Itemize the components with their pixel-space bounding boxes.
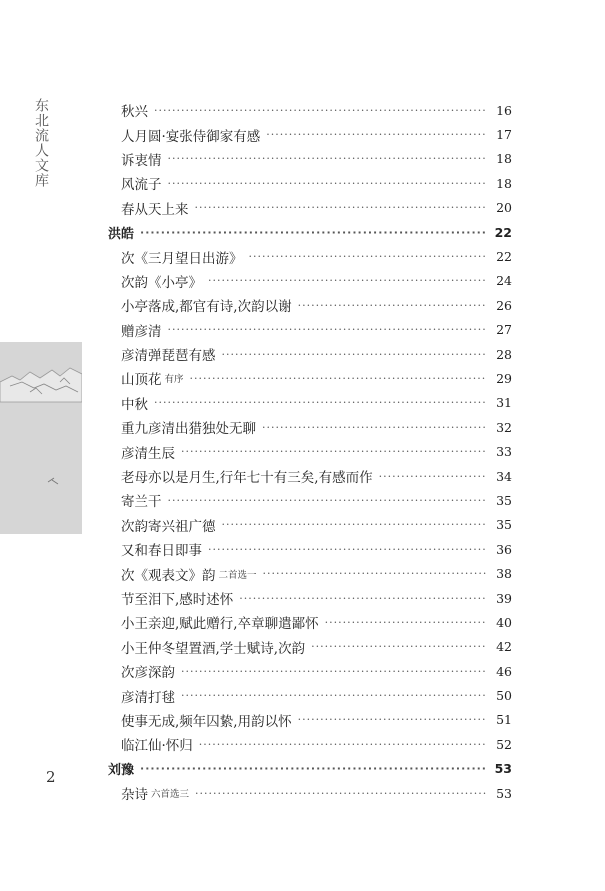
- toc-entry-title: 次韵《小亭》: [121, 274, 202, 291]
- dot-leader: [195, 201, 487, 214]
- dot-leader: [208, 274, 486, 287]
- toc-entry-title: 彦清打毬: [121, 689, 175, 706]
- dot-leader: [325, 616, 486, 629]
- toc-entry-page: 20: [496, 200, 512, 216]
- dot-leader: [263, 567, 486, 580]
- dot-leader: [222, 518, 487, 531]
- dot-leader: [181, 665, 486, 678]
- toc-entry-page: 51: [496, 712, 512, 728]
- toc-entry[interactable]: [108, 269, 512, 293]
- toc-entry[interactable]: [108, 586, 512, 610]
- toc-entry[interactable]: [108, 342, 512, 366]
- toc-entry[interactable]: [108, 781, 512, 805]
- dot-leader: [298, 713, 486, 726]
- dot-leader: [266, 128, 486, 141]
- toc-entry-page: 50: [496, 688, 512, 704]
- toc-entry-title: 小王仲冬望置酒,学士赋诗,次韵: [121, 640, 306, 657]
- toc-entry-page: 18: [496, 175, 512, 191]
- toc-entry-title: 中秋: [121, 396, 148, 413]
- toc-entry[interactable]: [108, 439, 512, 463]
- toc-entry-title: 秋兴: [121, 104, 148, 121]
- toc-entry[interactable]: [108, 635, 512, 659]
- toc-entry-title: 彦清生辰: [121, 445, 175, 462]
- toc-entry-page: 32: [496, 419, 512, 435]
- dot-leader: [298, 299, 486, 312]
- toc-entry[interactable]: [108, 122, 512, 146]
- toc-entry[interactable]: [108, 708, 512, 732]
- toc-entry[interactable]: [108, 244, 512, 268]
- toc-entry-title: 节至泪下,感时述怀: [121, 592, 234, 608]
- toc-entry[interactable]: [108, 196, 512, 220]
- toc-section-heading[interactable]: [108, 757, 512, 781]
- dot-leader: [379, 470, 486, 483]
- dot-leader: [239, 592, 486, 605]
- toc-entry-page: 36: [496, 541, 512, 557]
- dot-leader: [181, 689, 486, 702]
- toc-entry-title: 洪皓: [108, 226, 135, 242]
- toc-entry-title: 次彦深韵: [121, 665, 175, 682]
- dot-leader: [168, 177, 487, 190]
- toc-entry-page: 17: [496, 127, 512, 143]
- toc-entry[interactable]: [108, 98, 512, 122]
- toc-entry[interactable]: [108, 561, 512, 585]
- toc-entry-note: 六首选三: [151, 789, 190, 801]
- dot-leader: [140, 762, 486, 775]
- toc-entry[interactable]: [108, 537, 512, 561]
- toc-entry[interactable]: [108, 732, 512, 756]
- toc-section-heading[interactable]: [108, 220, 512, 244]
- toc-entry-title: 赠彦清: [121, 323, 162, 340]
- toc-entry-title: 小亭落成,都官有诗,次韵以谢: [121, 299, 292, 316]
- toc-entry-page: 39: [496, 590, 512, 606]
- toc-entry-page: 22: [496, 249, 512, 265]
- toc-entry-title: 风流子: [121, 177, 162, 194]
- toc-entry-title: 刘豫: [108, 763, 135, 779]
- toc-entry-title: 山顶花: [121, 372, 162, 389]
- toc-entry[interactable]: [108, 513, 512, 537]
- toc-entry-note: 二首选一: [218, 569, 257, 581]
- dot-leader: [190, 372, 486, 385]
- toc-entry-title: 老母亦以是月生,行年七十有三矣,有感而作: [121, 470, 373, 487]
- toc-entry-page: 24: [496, 273, 512, 289]
- toc-entry-page: 40: [496, 614, 512, 630]
- toc-entry[interactable]: [108, 659, 512, 683]
- toc-entry-title: 人月圆·宴张侍御家有感: [121, 128, 261, 145]
- dot-leader: [181, 445, 486, 458]
- toc-entry-page: 53: [494, 761, 512, 777]
- dot-leader: [199, 738, 486, 751]
- toc-entry[interactable]: [108, 683, 512, 707]
- dot-leader: [154, 104, 486, 117]
- toc-entry[interactable]: [108, 171, 512, 195]
- toc-entry-page: 35: [496, 517, 512, 533]
- dot-leader: [195, 787, 486, 800]
- toc-entry-title: 使事无成,频年囚絷,用韵以怀: [121, 713, 292, 730]
- toc-entry-title: 临江仙·怀归: [121, 738, 193, 755]
- toc-entry-page: 27: [496, 322, 512, 338]
- toc-entry[interactable]: [108, 147, 512, 171]
- toc-entry-page: 16: [496, 102, 512, 118]
- toc-entry-page: 18: [496, 151, 512, 167]
- dot-leader: [168, 152, 487, 165]
- toc-entry-page: 22: [494, 224, 512, 240]
- dot-leader: [208, 543, 486, 556]
- toc-entry-title: 重九彦清出猎独处无聊: [121, 421, 256, 438]
- dot-leader: [249, 250, 487, 263]
- toc-entry-title: 诉衷情: [121, 152, 162, 169]
- toc-entry-title: 寄兰干: [121, 494, 162, 511]
- dot-leader: [222, 348, 487, 361]
- dot-leader: [140, 226, 486, 239]
- toc-entry-title: 又和春日即事: [121, 543, 202, 560]
- toc-entry-page: 34: [496, 468, 512, 484]
- toc-entry-title: 小王亲迎,赋此赠行,卒章聊遣鄙怀: [121, 616, 319, 633]
- page-number: 2: [46, 768, 56, 786]
- toc-entry-page: 31: [496, 395, 512, 411]
- toc-entry[interactable]: [108, 610, 512, 634]
- dot-leader: [168, 323, 487, 336]
- toc-entry-page: 42: [496, 639, 512, 655]
- toc-entry[interactable]: [108, 366, 512, 390]
- toc-entry-page: 38: [496, 566, 512, 582]
- toc-entry-title: 杂诗: [121, 787, 148, 804]
- dot-leader: [262, 421, 486, 434]
- toc-entry-title: 春从天上来: [121, 201, 189, 218]
- toc-entry[interactable]: [108, 391, 512, 415]
- toc-entry-title: 次韵寄兴祖广德: [121, 518, 216, 535]
- dot-leader: [311, 640, 486, 653]
- series-title: 东北流人文库: [33, 98, 49, 188]
- landscape-illustration: [0, 342, 82, 534]
- dot-leader: [168, 494, 487, 507]
- toc-entry[interactable]: [108, 464, 512, 488]
- toc-entry[interactable]: [108, 488, 512, 512]
- toc-entry[interactable]: [108, 318, 512, 342]
- toc-entry-page: 33: [496, 444, 512, 460]
- toc-entry-title: 彦清弹琵琶有感: [121, 348, 216, 365]
- toc-entry-page: 46: [496, 663, 512, 679]
- toc-entry-page: 53: [496, 785, 512, 801]
- toc-entry-page: 28: [496, 346, 512, 362]
- toc-entry[interactable]: [108, 415, 512, 439]
- dot-leader: [154, 396, 486, 409]
- toc-entry-title: 次《观表文》韵: [121, 567, 216, 584]
- toc-entry-page: 52: [496, 736, 512, 752]
- toc-entry[interactable]: [108, 293, 512, 317]
- toc-entry-title: 次《三月望日出游》: [121, 250, 243, 267]
- toc-entry-page: 26: [496, 297, 512, 313]
- toc-entry-page: 35: [496, 492, 512, 508]
- toc-entry-note: 有序: [164, 374, 184, 386]
- table-of-contents: [108, 98, 512, 805]
- toc-entry-page: 29: [496, 370, 512, 386]
